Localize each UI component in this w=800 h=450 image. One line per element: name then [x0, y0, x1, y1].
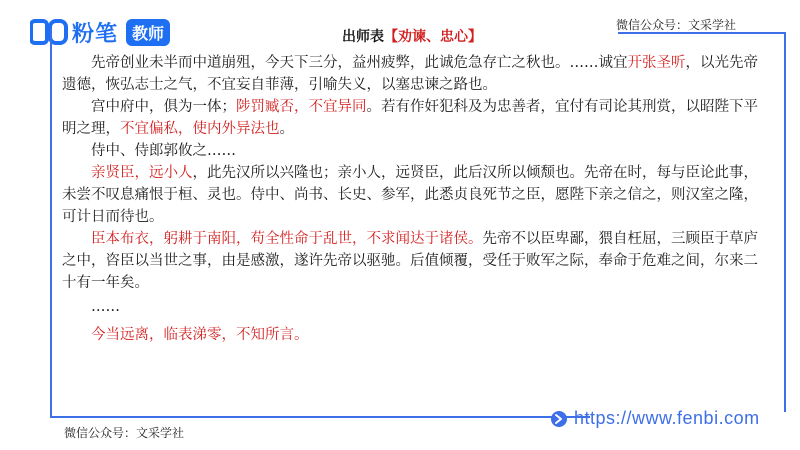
frame-right-line	[784, 32, 786, 412]
p1-highlight: 开张圣听	[627, 55, 686, 71]
p4-highlight: 亲贤臣，远小人	[91, 165, 193, 181]
p2-text-c: 。若有作奸犯科及为忠善者，宜付有司论其刑赏，以昭陛下平明之理，	[62, 99, 758, 137]
p5-highlight: 臣本布衣，躬耕于南阳，苟全性命于乱世，不求闻达于诸侯。	[91, 231, 483, 247]
paragraph-4	[62, 162, 762, 228]
paragraph-6: 今当远离，临表涕零，不知所言。	[91, 327, 309, 343]
arrow-right-icon	[550, 410, 568, 428]
p1-text-c: ，以光先帝遗德，恢弘志士之气，不宜妄自菲薄，引喻失义，以塞忠谏之路也。	[62, 55, 758, 93]
brand-sub: 教师	[126, 19, 170, 46]
brand-name: 粉笔	[72, 21, 119, 47]
p2-highlight-1: 陟罚臧否，不宜异同	[236, 99, 367, 115]
wechat-account-bottom: 微信公众号：文采学社	[64, 426, 185, 440]
p2-highlight-2: 不宜偏私，使内外异法也	[120, 121, 280, 137]
document-body	[62, 26, 762, 346]
paragraph-5	[62, 228, 762, 294]
paragraph-3: 侍中、侍郎郭攸之……	[91, 143, 236, 159]
website-link[interactable]	[550, 408, 760, 429]
ellipsis-line: ……	[91, 299, 120, 315]
paragraph-1	[62, 52, 762, 96]
website-url[interactable]: https://www.fenbi.com	[574, 408, 760, 428]
wechat-account-top: 微信公众号：文采学社	[615, 18, 736, 32]
title-main: 出师表	[342, 29, 384, 45]
paragraph-2	[62, 96, 762, 140]
p4-text-b: ，此先汉所以兴隆也；亲小人，远贤臣，此后汉所以倾颓也。先帝在时，每与臣论此事，未尝不叹息痛恨于桓、灵也。侍中、尚书、长史、参军，此悉贞良死节之臣，愿陛下亲之信之，则汉室之隆，可计日而待也。	[62, 165, 758, 225]
p5-text-b: 先帝不以臣卑鄙，猥自枉屈，三顾臣于草庐之中，咨臣以当世之事，由是感激，遂许先帝以驱驰。后值倾覆，受任于败军之际，奉命于危难之间，尔来二十有一年矣。	[62, 231, 758, 291]
title-note: 【劝谏、忠心】	[384, 29, 482, 45]
frame-left-line	[50, 28, 52, 418]
frame-bottom-line	[50, 416, 590, 418]
p2-text-e: 。	[279, 121, 294, 137]
p1-text-a: 先帝创业未半而中道崩殂，今天下三分，益州疲弊，此诚危急存亡之秋也。……诚宜	[91, 55, 628, 71]
document-title	[62, 26, 762, 46]
p2-text-a: 宫中府中，俱为一体；	[91, 99, 236, 115]
